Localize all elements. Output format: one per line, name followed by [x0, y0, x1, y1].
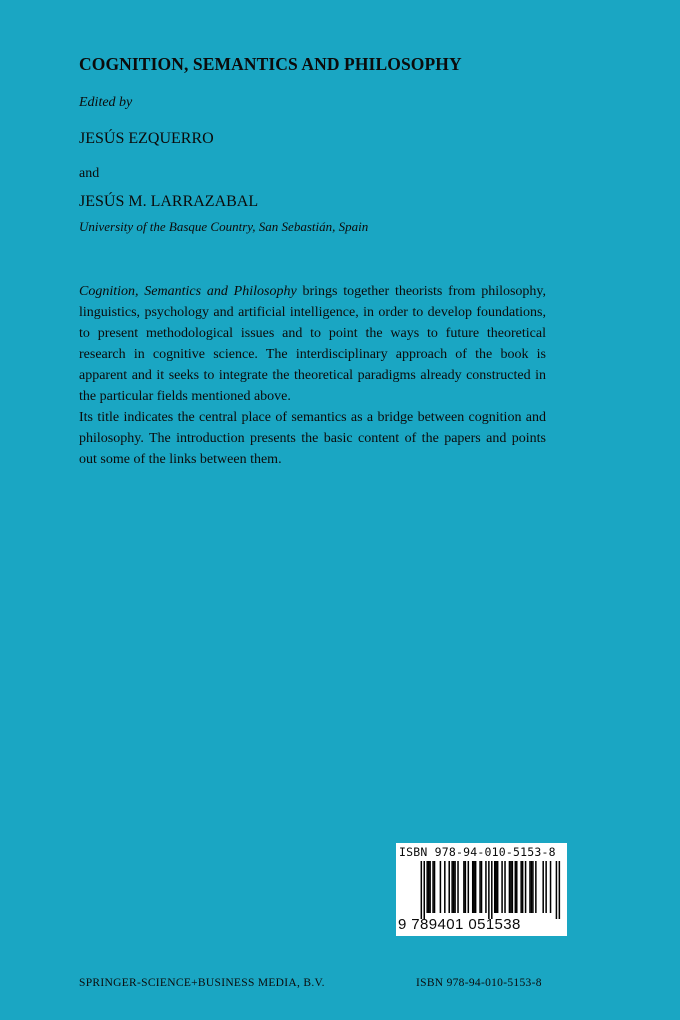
barcode-bar [495, 861, 497, 913]
edited-by-label: Edited by [79, 95, 133, 110]
footer-isbn: ISBN 978-94-010-5153-8 [416, 977, 542, 989]
barcode-bar [444, 861, 446, 913]
barcode-bar [440, 861, 442, 913]
barcode-bar [429, 861, 431, 913]
barcode-bar [531, 861, 533, 913]
barcode-bar [465, 861, 467, 913]
barcode-bar [504, 861, 506, 913]
barcode-bar [454, 861, 456, 913]
barcode-bar [522, 861, 524, 913]
barcode-isbn-label: ISBN 978-94-010-5153-8 [399, 845, 556, 859]
barcode-bar [428, 861, 430, 913]
barcode-bar [556, 861, 558, 919]
barcode-bar [473, 861, 475, 913]
barcode-bar [520, 861, 522, 913]
barcode-bars [400, 861, 563, 919]
barcode-bar [485, 861, 487, 913]
barcode-bar [510, 861, 512, 913]
barcode-bar [434, 861, 436, 913]
barcode-bar [559, 861, 561, 919]
barcode-bar [550, 861, 552, 913]
barcode-bar [451, 861, 453, 913]
barcode-bar [426, 861, 428, 913]
barcode-bar [545, 861, 547, 913]
barcode-bar [497, 861, 499, 913]
barcode-bar [501, 861, 503, 913]
barcode-bar [448, 861, 450, 913]
barcode-bar [491, 861, 493, 919]
editor-name-2: JESÚS M. LARRAZABAL [79, 193, 259, 210]
editor-name-1: JESÚS EZQUERRO [79, 130, 214, 147]
barcode-bar [525, 861, 527, 913]
barcode-bar [515, 861, 517, 913]
description-text-1: brings together theorists from philosophy, linguistics, psychology and artificial intelligence, in order to develop foundations, to present methodological issues and to point the ways to future theoretical research in cognitive science. The interdisciplinary approach of the book is apparent and it seeks to integrate the theoretical paradigms already constructed in the particular fields mentioned above. [79, 284, 547, 404]
barcode-bar [468, 861, 470, 913]
barcode-bar [453, 861, 455, 913]
barcode-bar [457, 861, 459, 913]
barcode-bar [512, 861, 514, 913]
barcode-bar [529, 861, 531, 913]
barcode-bar [472, 861, 474, 913]
description-paragraph-2: Its title indicates the central place of semantics as a bridge between cognition and philosophy. The introduction presents the basic content of the papers and points out some of the links between them. [79, 410, 546, 467]
publisher-name: SPRINGER-SCIENCE+BUSINESS MEDIA, B.V. [79, 977, 325, 989]
barcode-bar [509, 861, 511, 913]
barcode-bar [494, 861, 496, 913]
description-paragraph-1 [79, 281, 546, 407]
book-description [79, 281, 546, 470]
barcode-ean-digits: 9 789401 051538 [398, 916, 521, 933]
and-connector: and [79, 166, 100, 181]
barcode-bar [488, 861, 490, 919]
barcode-bar [463, 861, 465, 913]
isbn-barcode [396, 843, 567, 936]
barcode-bar [421, 861, 423, 919]
barcode-bar [542, 861, 544, 913]
barcode-bar [475, 861, 477, 913]
barcode-bar [432, 861, 434, 913]
barcode-bar [479, 861, 481, 913]
barcode-bar [532, 861, 534, 913]
book-title: COGNITION, SEMANTICS AND PHILOSOPHY [79, 54, 462, 74]
editor-affiliation: University of the Basque Country, San Sebastián, Spain [79, 219, 369, 234]
barcode-bar [481, 861, 483, 913]
barcode-bar [535, 861, 537, 913]
description-book-title: Cognition, Semantics and Philosophy [79, 284, 297, 299]
barcode-bar [516, 861, 518, 913]
barcode-bar [423, 861, 425, 919]
